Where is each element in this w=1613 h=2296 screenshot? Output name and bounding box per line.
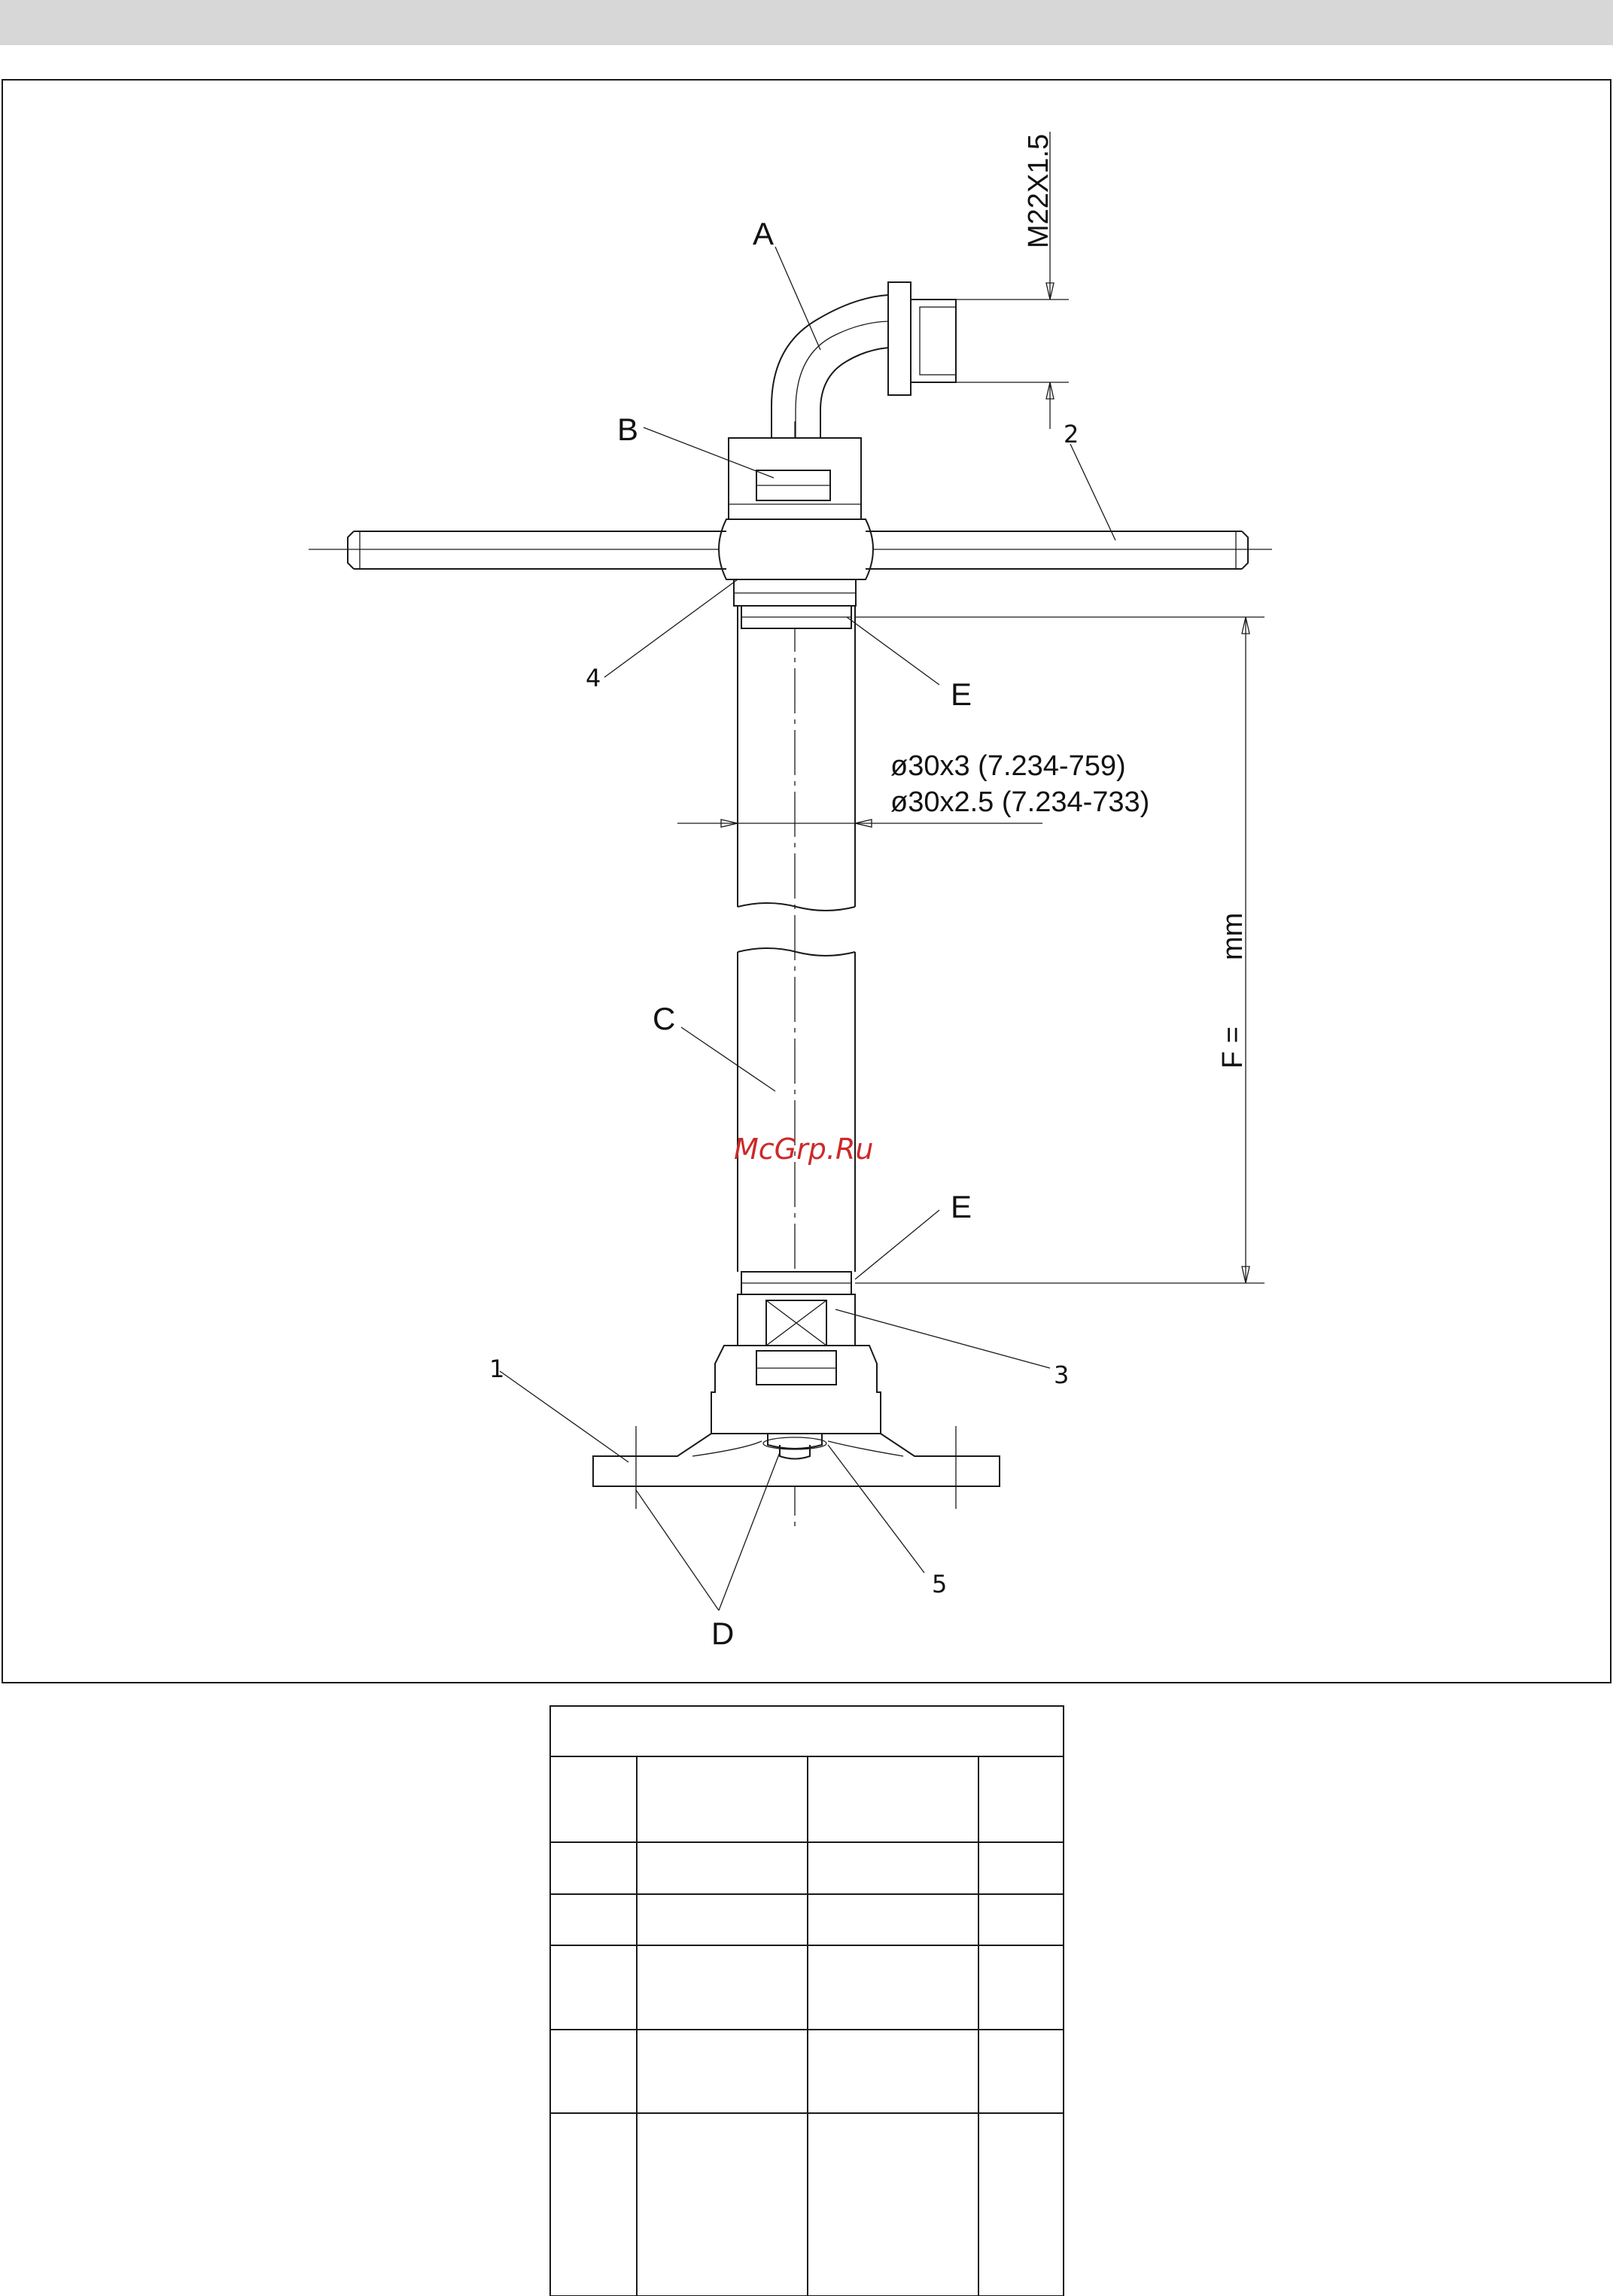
pipe-dim-line2: ø30x2.5 (7.234-733) — [890, 786, 1150, 818]
label-4: 4 — [586, 664, 601, 692]
pipe-upper — [738, 606, 855, 911]
watermark: McGrp.Ru — [734, 1133, 874, 1166]
label-e-bottom: E — [951, 1189, 972, 1224]
pipe-dim-line1: ø30x3 (7.234-759) — [890, 750, 1126, 782]
pipe-diameter-dimension — [677, 820, 1042, 827]
thread-label: M22X1.5 — [1023, 133, 1055, 248]
flange-part-1 — [593, 1426, 1000, 1509]
label-e-top: E — [951, 677, 972, 712]
label-a: A — [753, 216, 775, 251]
boss-part-4 — [719, 519, 877, 606]
label-3: 3 — [1054, 1361, 1070, 1389]
length-label: F = — [1217, 1026, 1249, 1069]
label-1: 1 — [489, 1355, 505, 1383]
label-d: D — [711, 1616, 735, 1651]
label-c: C — [653, 1001, 676, 1036]
length-unit: mm — [1217, 912, 1249, 960]
label-2: 2 — [1064, 420, 1079, 449]
label-b: B — [617, 412, 639, 447]
nut-b — [729, 438, 861, 519]
label-5: 5 — [932, 1570, 948, 1598]
elbow-a — [772, 282, 956, 438]
length-dimension — [855, 617, 1265, 1283]
empty-table — [550, 1706, 1064, 2296]
pipe-lower — [738, 948, 855, 1294]
